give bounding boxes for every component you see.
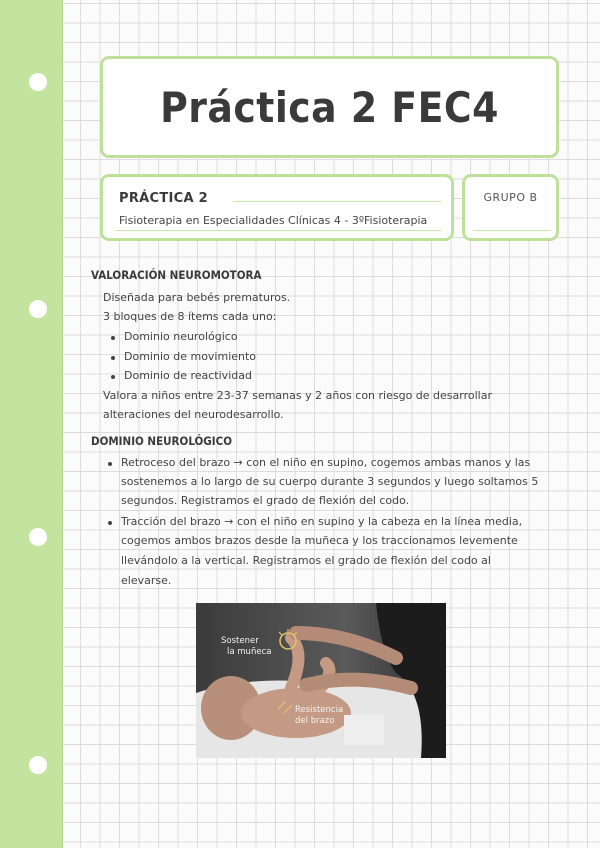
- text-line: sostenemos a lo largo de su cuerpo durante 3 segundos y luego soltamos 5: [121, 475, 539, 488]
- divider: [473, 230, 551, 231]
- subject-label: Fisioterapia en Especialidades Clínicas 4 - 3ºFisioterapia: [119, 214, 428, 227]
- text-line: cogemos ambos brazos desde la muñeca y los traccionamos levemente: [121, 534, 518, 547]
- list-item: Dominio de reactividad: [124, 369, 252, 382]
- photo-caption: Resistencia: [295, 705, 344, 715]
- binder-hole: [29, 73, 47, 91]
- practice-label: PRÁCTICA 2: [119, 191, 209, 206]
- text-line: segundos. Registramos el grado de flexión del codo.: [121, 494, 410, 507]
- text-line: Valora a niños entre 23-37 semanas y 2 años con riesgo de desarrollar: [103, 389, 492, 402]
- divider: [233, 201, 441, 202]
- photo-caption: Sostener: [221, 636, 259, 646]
- text-line: 3 bloques de 8 ítems cada uno:: [103, 310, 277, 323]
- list-item: Retroceso del brazo → con el niño en supino, cogemos ambas manos y las: [121, 456, 531, 469]
- section-heading-valoracion: VALORACIÓN NEUROMOTORA: [91, 268, 262, 282]
- title-box: [100, 56, 559, 158]
- divider: [115, 230, 441, 231]
- photo-caption: la muñeca: [227, 647, 272, 657]
- text-line: Diseñada para bebés prematuros.: [103, 291, 291, 304]
- group-label: GRUPO B: [483, 191, 538, 204]
- notebook-margin: [0, 0, 63, 848]
- baby-exam-photo: [196, 603, 446, 758]
- list-item: Dominio de movimiento: [124, 350, 257, 363]
- text-line: alteraciones del neurodesarrollo.: [103, 408, 284, 421]
- photo-caption: del brazo: [295, 716, 335, 726]
- page-title: Práctica 2 FEC4: [160, 83, 499, 132]
- binder-hole: [29, 756, 47, 774]
- group-box: [462, 174, 559, 241]
- text-line: elevarse.: [121, 574, 172, 587]
- list-item: Tracción del brazo → con el niño en supino y la cabeza en la línea media,: [121, 515, 523, 528]
- section-heading-dominio: DOMINIO NEUROLÓGICO: [91, 434, 233, 448]
- text-line: llevándolo a la vertical. Registramos el grado de flexión del codo al: [121, 554, 491, 567]
- binder-hole: [29, 300, 47, 318]
- practice-info-box: [100, 174, 454, 241]
- binder-hole: [29, 528, 47, 546]
- list-item: Dominio neurológico: [124, 330, 238, 343]
